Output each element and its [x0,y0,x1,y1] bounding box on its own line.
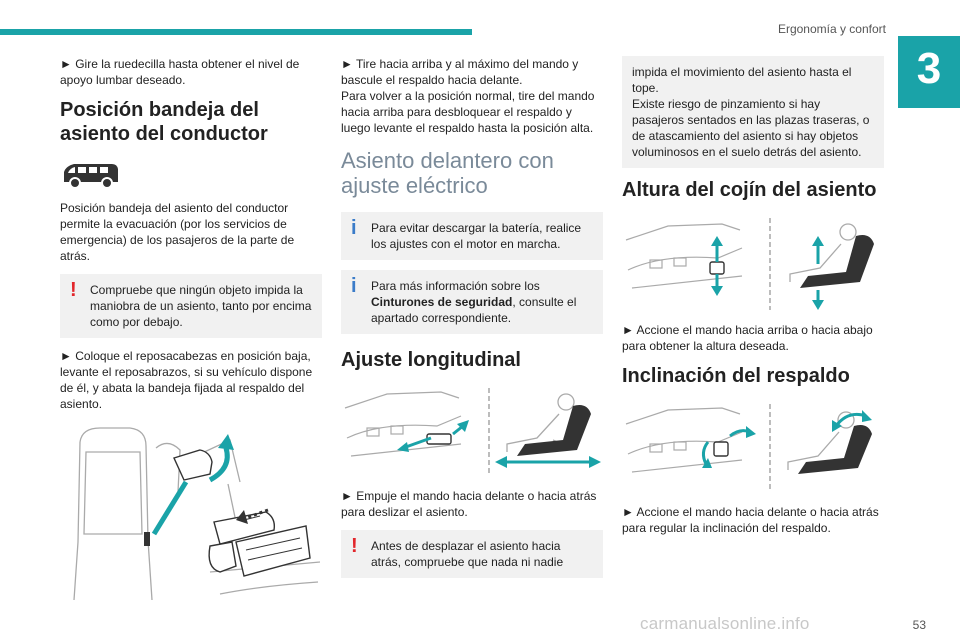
backrest-tilt-heading: Inclinación del respaldo [622,365,850,387]
info-icon: i [351,275,357,297]
backrest-release-step: ► Tire hacia arriba y al máximo del mando y bascule el respaldo hacia delante. Para volver a la posición normal, tire del mando hacia arriba para desbloquear el respaldo y luego levante el respaldo hasta la posición alta. [341,57,595,135]
longitudinal-illustration [341,386,603,478]
backrest-tilt-step: ► Accione el mando hacia delante o hacia atrás para regular la inclinación del respaldo. [622,505,879,535]
cushion-height-heading: Altura del cojín del asiento [622,179,877,201]
column-2 [341,56,603,588]
warning-text-2: Antes de desplazar el asiento hacia atrás, compruebe que nada ni nadie [371,539,564,569]
cushion-height-illustration [622,216,884,312]
backrest-tilt-illustration [622,402,884,494]
warning-box-continued [622,56,884,168]
warning-icon: ! [351,535,358,557]
info-icon: i [351,217,357,239]
warning-text: Compruebe que ningún objeto impida la maniobra de un asiento, tanto por encima como por debajo. [90,283,312,329]
warning-box [60,274,322,338]
info-battery-text: Para evitar descargar la batería, realice los ajustes con el motor en marcha. [371,221,582,251]
chapter-tab [898,36,960,108]
chapter-number: 3 [916,44,942,93]
tray-position-heading: Posición bandeja del asiento del conductor [60,99,268,145]
lumbar-step: ► Gire la ruedecilla hasta obtener el nivel de apoyo lumbar deseado. [60,57,300,87]
longitudinal-heading: Ajuste longitudinal [341,349,521,371]
electric-seat-heading: Asiento delantero con ajuste eléctrico [341,148,554,198]
section-title: Ergonomía y confort [777,22,886,36]
info-box-seatbelts [341,270,603,334]
info-seatbelts-post: , consulte el apartado correspondiente. [371,295,577,325]
header-accent-bar [0,29,472,35]
headrest-step: ► Coloque el reposacabezas en posición baja, levante el reposabrazos, si su vehículo dispone de él, y abata la bandeja fijada al respaldo del asiento. [60,349,313,411]
info-box-battery [341,212,603,260]
column-1 [60,56,322,600]
warning-icon: ! [70,279,77,301]
van-icon [60,160,322,190]
column-3 [622,56,884,546]
page-number: 53 [912,618,926,632]
seat-tray-illustration [60,422,322,600]
watermark-text: carmanualsonline.info [640,614,810,633]
longitudinal-step: ► Empuje el mando hacia delante o hacia atrás para deslizar el asiento. [341,489,597,519]
cushion-height-step: ► Accione el mando hacia arriba o hacia abajo para obtener la altura deseada. [622,323,873,353]
tray-position-body: Posición bandeja del asiento del conductor permite la evacuación (por los servicios de emergencia) de los pasajeros de la parte de atrás. [60,201,295,263]
warning-box-2 [341,530,603,578]
info-seatbelts-pre: Para más información sobre los [371,279,540,293]
info-seatbelts-link: Cinturones de seguridad [371,295,513,309]
warning-continued-text: impida el movimiento del asiento hasta el tope. Existe riesgo de pinzamiento si hay pasajeros sentados en las plazas traseras, o de atascamiento del asiento si hay objetos voluminosos en el suelo detrás del asiento. [632,65,870,159]
